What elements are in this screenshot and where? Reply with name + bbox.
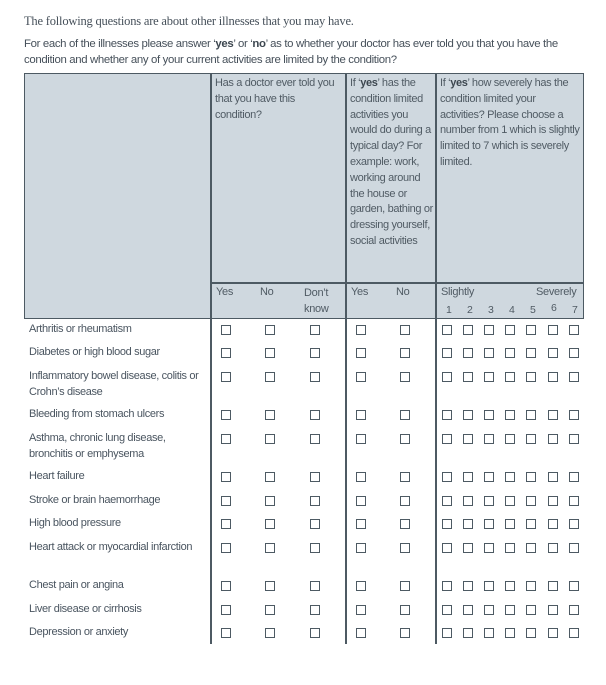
checkbox-severity-7[interactable] [569,519,579,529]
checkbox-severity-4[interactable] [505,628,515,638]
checkbox-yes[interactable] [221,496,231,506]
checkbox-no[interactable] [265,543,275,553]
checkbox-severity-5[interactable] [526,543,536,553]
illness-label: Bleeding from stomach ulcers [29,408,165,420]
sub-no-1: No [260,286,274,298]
checkbox-severity-4[interactable] [505,434,515,444]
checkbox-severity-6[interactable] [548,628,558,638]
checkbox-yes[interactable] [221,581,231,591]
scale-num-2: 2 [467,304,473,316]
checkbox-severity-6[interactable] [548,325,558,335]
checkbox-severity-5[interactable] [526,410,536,420]
checkbox-severity-6[interactable] [548,496,558,506]
checkbox-severity-5[interactable] [526,496,536,506]
intro-instructions: For each of the illnesses please answer ‘yes’ or ‘no’ as to whether your doctor has ever told you that you have the condition and whether any of your current activities are limited by the condition? [24,38,558,66]
checkbox-severity-3[interactable] [484,605,494,615]
checkbox-dont-know[interactable] [310,472,320,482]
checkbox-limited-yes[interactable] [356,543,366,553]
checkbox-severity-1[interactable] [442,543,452,553]
checkbox-severity-3[interactable] [484,628,494,638]
illness-label: Inflammatory bowel disease, colitis or Crohn’s disease [29,370,199,398]
checkbox-dont-know[interactable] [310,519,320,529]
header-severity: If ‘yes’ how severely has the condition limited your activities? Please choose a number from 1 which is slightly limited to 7 which is severely limited. [440,77,580,168]
checkbox-severity-1[interactable] [442,496,452,506]
checkbox-severity-2[interactable] [463,410,473,420]
checkbox-limited-yes[interactable] [356,581,366,591]
checkbox-severity-1[interactable] [442,348,452,358]
checkbox-yes[interactable] [221,543,231,553]
checkbox-severity-7[interactable] [569,543,579,553]
checkbox-dont-know[interactable] [310,605,320,615]
illness-label: Asthma, chronic lung disease, bronchitis or emphysema [29,432,166,460]
checkbox-yes[interactable] [221,628,231,638]
checkbox-limited-yes[interactable] [356,519,366,529]
checkbox-limited-no[interactable] [400,628,410,638]
checkbox-no[interactable] [265,325,275,335]
illness-label: Heart attack or myocardial infarction [29,541,193,553]
checkbox-severity-5[interactable] [526,348,536,358]
checkbox-severity-6[interactable] [548,605,558,615]
checkbox-no[interactable] [265,605,275,615]
checkbox-severity-5[interactable] [526,325,536,335]
checkbox-severity-4[interactable] [505,410,515,420]
checkbox-severity-3[interactable] [484,348,494,358]
checkbox-severity-2[interactable] [463,581,473,591]
checkbox-no[interactable] [265,348,275,358]
checkbox-severity-5[interactable] [526,605,536,615]
checkbox-limited-yes[interactable] [356,472,366,482]
checkbox-severity-5[interactable] [526,372,536,382]
checkbox-limited-no[interactable] [400,348,410,358]
checkbox-limited-yes[interactable] [356,325,366,335]
illness-label: Arthritis or rheumatism [29,323,132,335]
checkbox-severity-3[interactable] [484,581,494,591]
checkbox-severity-6[interactable] [548,372,558,382]
checkbox-yes[interactable] [221,410,231,420]
checkbox-severity-4[interactable] [505,581,515,591]
checkbox-severity-5[interactable] [526,581,536,591]
checkbox-limited-yes[interactable] [356,605,366,615]
checkbox-severity-7[interactable] [569,496,579,506]
checkbox-yes[interactable] [221,348,231,358]
scale-low-label: Slightly [441,286,475,298]
checkbox-severity-3[interactable] [484,472,494,482]
checkbox-limited-yes[interactable] [356,372,366,382]
checkbox-severity-6[interactable] [548,434,558,444]
sub-yes-1: Yes [216,286,234,298]
illness-label: Diabetes or high blood sugar [29,346,160,358]
checkbox-yes[interactable] [221,325,231,335]
checkbox-severity-7[interactable] [569,348,579,358]
checkbox-limited-no[interactable] [400,372,410,382]
checkbox-yes[interactable] [221,605,231,615]
checkbox-severity-1[interactable] [442,410,452,420]
checkbox-yes[interactable] [221,372,231,382]
header-subrow-divider [211,282,584,284]
checkbox-limited-no[interactable] [400,325,410,335]
checkbox-limited-no[interactable] [400,581,410,591]
checkbox-severity-2[interactable] [463,628,473,638]
illness-label: Chest pain or angina [29,579,124,591]
checkbox-severity-7[interactable] [569,581,579,591]
checkbox-severity-2[interactable] [463,496,473,506]
checkbox-limited-yes[interactable] [356,348,366,358]
checkbox-no[interactable] [265,410,275,420]
checkbox-yes[interactable] [221,519,231,529]
checkbox-limited-no[interactable] [400,434,410,444]
illness-label: Depression or anxiety [29,626,129,638]
scale-high-label: Severely [536,286,577,298]
checkbox-severity-1[interactable] [442,628,452,638]
checkbox-severity-7[interactable] [569,605,579,615]
checkbox-severity-2[interactable] [463,325,473,335]
checkbox-severity-6[interactable] [548,581,558,591]
checkbox-limited-no[interactable] [400,472,410,482]
checkbox-severity-7[interactable] [569,410,579,420]
checkbox-severity-6[interactable] [548,519,558,529]
checkbox-dont-know[interactable] [310,496,320,506]
checkbox-severity-5[interactable] [526,519,536,529]
checkbox-severity-7[interactable] [569,472,579,482]
checkbox-limited-yes[interactable] [356,496,366,506]
checkbox-severity-6[interactable] [548,472,558,482]
checkbox-dont-know[interactable] [310,543,320,553]
illness-label: High blood pressure [29,517,121,529]
checkbox-dont-know[interactable] [310,372,320,382]
checkbox-severity-2[interactable] [463,372,473,382]
checkbox-severity-7[interactable] [569,325,579,335]
checkbox-severity-5[interactable] [526,434,536,444]
checkbox-severity-4[interactable] [505,605,515,615]
checkbox-severity-4[interactable] [505,496,515,506]
checkbox-severity-2[interactable] [463,519,473,529]
checkbox-dont-know[interactable] [310,348,320,358]
checkbox-severity-3[interactable] [484,543,494,553]
checkbox-no[interactable] [265,496,275,506]
checkbox-limited-yes[interactable] [356,628,366,638]
checkbox-severity-3[interactable] [484,519,494,529]
scale-num-6: 6 [551,302,557,314]
scale-num-7: 7 [572,304,578,316]
column-divider-1 [210,73,212,644]
intro-heading: The following questions are about other illnesses that you may have. [24,14,354,28]
checkbox-severity-2[interactable] [463,605,473,615]
checkbox-dont-know[interactable] [310,434,320,444]
checkbox-limited-no[interactable] [400,496,410,506]
checkbox-severity-4[interactable] [505,348,515,358]
checkbox-severity-2[interactable] [463,543,473,553]
checkbox-no[interactable] [265,434,275,444]
checkbox-severity-1[interactable] [442,581,452,591]
scale-num-3: 3 [488,304,494,316]
checkbox-limited-no[interactable] [400,605,410,615]
illness-label: Heart failure [29,470,85,482]
checkbox-limited-no[interactable] [400,543,410,553]
checkbox-severity-3[interactable] [484,372,494,382]
checkbox-dont-know[interactable] [310,410,320,420]
checkbox-severity-7[interactable] [569,628,579,638]
checkbox-severity-2[interactable] [463,472,473,482]
checkbox-severity-1[interactable] [442,325,452,335]
checkbox-severity-6[interactable] [548,348,558,358]
checkbox-limited-yes[interactable] [356,434,366,444]
sub-yes-2: Yes [351,286,369,298]
checkbox-severity-4[interactable] [505,472,515,482]
scale-num-1: 1 [446,304,452,316]
checkbox-severity-1[interactable] [442,434,452,444]
checkbox-severity-3[interactable] [484,434,494,444]
checkbox-dont-know[interactable] [310,581,320,591]
checkbox-severity-3[interactable] [484,496,494,506]
checkbox-severity-5[interactable] [526,472,536,482]
sub-no-2: No [396,286,410,298]
checkbox-severity-7[interactable] [569,372,579,382]
checkbox-severity-6[interactable] [548,543,558,553]
scale-num-4: 4 [509,304,515,316]
checkbox-severity-1[interactable] [442,372,452,382]
column-divider-2 [345,73,347,644]
checkbox-severity-4[interactable] [505,543,515,553]
scale-num-5: 5 [530,304,536,316]
checkbox-no[interactable] [265,372,275,382]
checkbox-yes[interactable] [221,472,231,482]
checkbox-severity-1[interactable] [442,519,452,529]
checkbox-dont-know[interactable] [310,628,320,638]
checkbox-dont-know[interactable] [310,325,320,335]
checkbox-severity-3[interactable] [484,325,494,335]
checkbox-severity-1[interactable] [442,605,452,615]
checkbox-no[interactable] [265,519,275,529]
sub-dont-know: Don’t know [304,287,329,315]
checkbox-no[interactable] [265,472,275,482]
illness-label: Liver disease or cirrhosis [29,603,142,615]
checkbox-limited-yes[interactable] [356,410,366,420]
checkbox-yes[interactable] [221,434,231,444]
header-limited-activities: If ‘yes’ has the condition limited activities you would do during a typical day? For example: work, working around the house or garden, bathing or dressing yourself, social activities [350,77,433,247]
checkbox-severity-4[interactable] [505,325,515,335]
checkbox-no[interactable] [265,581,275,591]
checkbox-severity-2[interactable] [463,434,473,444]
header-doctor-told: Has a doctor ever told you that you have this condition? [215,77,335,121]
checkbox-limited-no[interactable] [400,519,410,529]
checkbox-limited-no[interactable] [400,410,410,420]
checkbox-severity-4[interactable] [505,519,515,529]
checkbox-severity-5[interactable] [526,628,536,638]
checkbox-severity-3[interactable] [484,410,494,420]
illness-label: Stroke or brain haemorrhage [29,494,161,506]
checkbox-severity-2[interactable] [463,348,473,358]
checkbox-severity-1[interactable] [442,472,452,482]
checkbox-severity-4[interactable] [505,372,515,382]
checkbox-no[interactable] [265,628,275,638]
checkbox-severity-7[interactable] [569,434,579,444]
checkbox-severity-6[interactable] [548,410,558,420]
